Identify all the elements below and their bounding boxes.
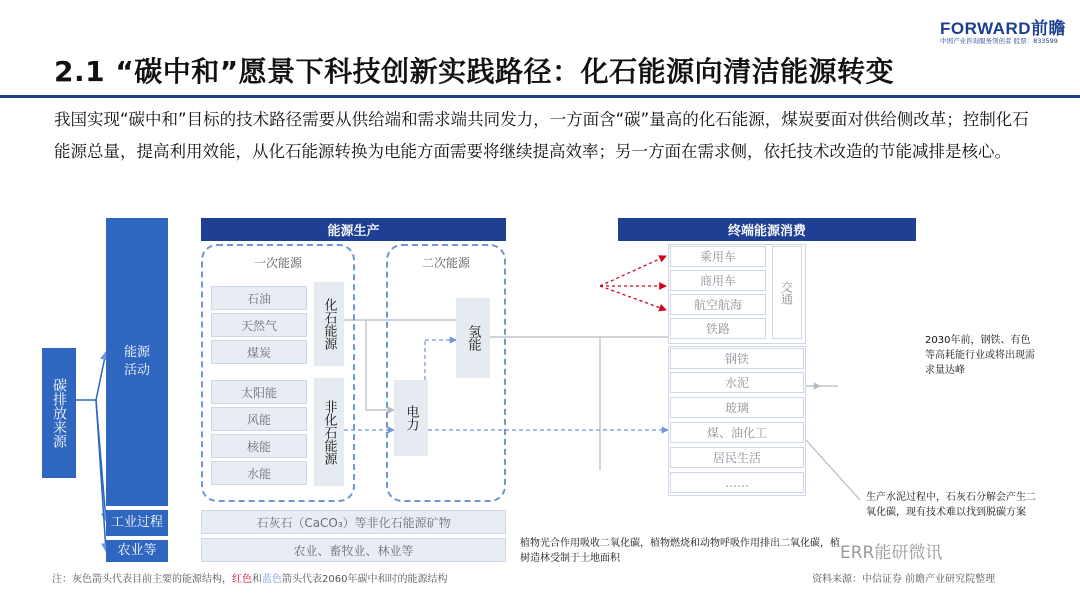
footer-note-and: 和 <box>252 574 262 585</box>
industry-item-residential: 居民生活 <box>670 447 804 468</box>
intro-paragraph: 我国实现“碳中和”目标的技术路径需要从供给端和需求端共同发力，一方面含“碳”量高的化石能源，煤炭要面对供给侧改革；控制化石能源总量，提高利用效能，从化石能源转换为电能方面需要将继续提高效率；另一方面在需求侧，依托技术改造的节能减排是核心。 <box>54 110 1029 161</box>
fossil-item-gas: 天然气 <box>211 313 307 337</box>
footer-note-red: 红色 <box>232 574 252 585</box>
fossil-energy-label: 化石能源 <box>314 282 344 366</box>
nonfossil-energy-label: 非化石能源 <box>314 378 344 486</box>
nonfossil-item-wind: 风能 <box>211 407 307 431</box>
note-pointer-cement <box>806 440 860 500</box>
footer-note-prefix: 注：灰色箭头代表目前主要的能源结构， <box>52 574 232 585</box>
page-title: 2.1 “碳中和”愿景下科技创新实践路径：化石能源向清洁能源转变 <box>54 55 895 88</box>
agriculture-row: 农业、畜牧业、林业等 <box>201 538 506 562</box>
limestone-row: 石灰石（CaCO₃）等非化石能源矿物 <box>201 510 506 534</box>
transport-item-rail: 铁路 <box>670 318 766 339</box>
red-arrow-2 <box>600 256 666 286</box>
primary-energy-label: 一次能源 <box>253 256 302 270</box>
note-steel-peak: 2030年前，钢铁、有色等高耗能行业或将出现需求量达峰 <box>925 335 1035 376</box>
production-header: 能源生产 <box>201 218 506 241</box>
footer-source: 资料来源：中信证券 前瞻产业研究院整理 <box>812 574 996 585</box>
tree-link-agri <box>96 400 106 551</box>
fossil-item-oil: 石油 <box>211 286 307 310</box>
electricity-box: 电力 <box>394 380 428 456</box>
energy-activity-label: 能源活动 <box>123 345 150 378</box>
transport-label: 交通 <box>772 246 802 339</box>
industry-item-chemical: 煤、油化工 <box>670 422 804 443</box>
carbon-source-box: 碳排放来源 <box>42 348 76 478</box>
brand-tagline: 中国产业咨询服务领创者 股票：833599 <box>940 37 1058 45</box>
watermark-text: ERR能研微讯 <box>840 543 943 563</box>
industry-item-steel: 钢铁 <box>670 348 804 369</box>
energy-activity-box <box>106 218 168 506</box>
nonfossil-item-hydro: 水能 <box>211 461 307 485</box>
footer-note-blue: 蓝色 <box>262 574 282 585</box>
hydrogen-box: 氢能 <box>456 298 490 378</box>
footer-legend-note <box>52 570 447 585</box>
industry-item-glass: 玻璃 <box>670 397 804 418</box>
note-cement: 生产水泥过程中，石灰石分解会产生二氧化碳，现有技术难以找到脱碳方案 <box>866 492 1036 518</box>
agriculture-box: 农业等 <box>106 540 168 562</box>
brand-logo: FORWARD前瞻 <box>940 19 1067 38</box>
fossil-item-coal: 煤炭 <box>211 340 307 364</box>
industry-item-more: …… <box>670 472 804 493</box>
industry-item-cement: 水泥 <box>670 372 804 393</box>
footer-note-suffix: 箭头代表2060年碳中和时的能源结构 <box>282 574 448 585</box>
transport-item-truck: 商用车 <box>670 270 766 291</box>
tree-link-energy <box>96 352 106 400</box>
nonfossil-item-nuclear: 核能 <box>211 434 307 458</box>
industry-process-box: 工业过程 <box>106 510 168 536</box>
transport-item-aviation: 航空航海 <box>670 294 766 315</box>
nonfossil-item-solar: 太阳能 <box>211 380 307 404</box>
tree-links <box>76 352 106 551</box>
transport-item-car: 乘用车 <box>670 246 766 267</box>
red-arrow-3 <box>600 286 666 310</box>
secondary-energy-label: 二次能源 <box>421 256 470 270</box>
note-plants: 植物光合作用吸收二氧化碳，植物燃烧和动物呼吸作用排出二氧化碳，植树造林受制于土地面积 <box>520 538 840 564</box>
consumption-header: 终端能源消费 <box>618 218 916 241</box>
